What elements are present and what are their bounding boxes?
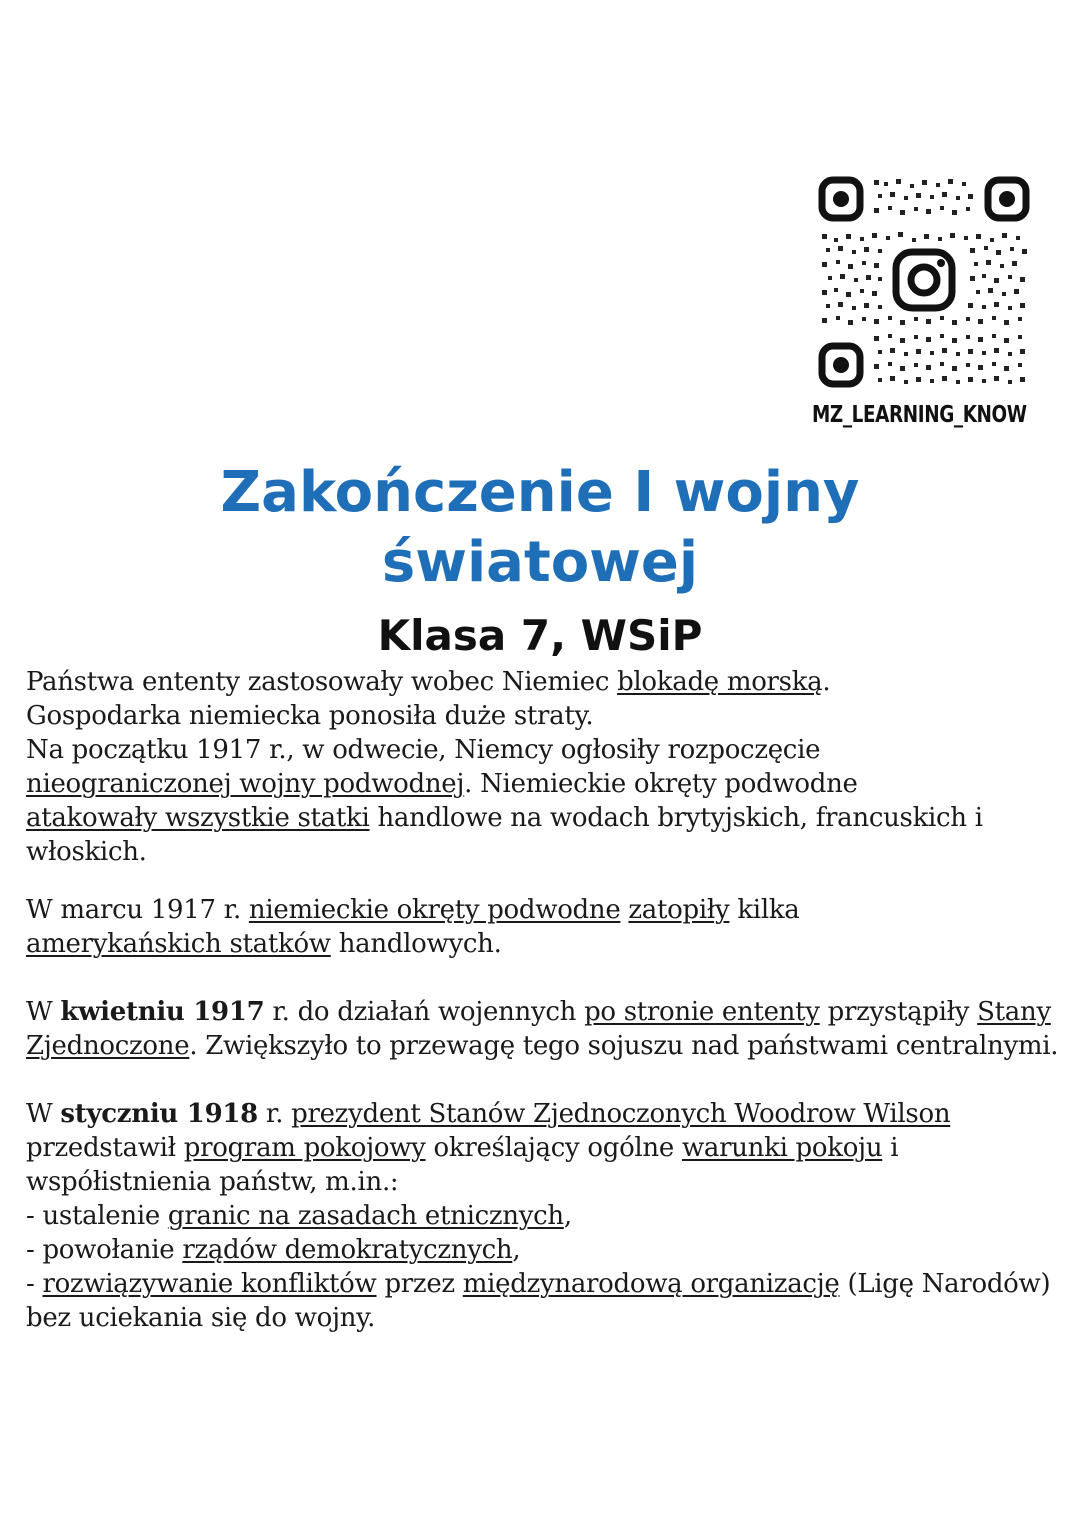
- text-span: W: [26, 1099, 61, 1129]
- underlined-term: program pokojowy: [183, 1133, 426, 1163]
- page-title: [0, 458, 1080, 598]
- text-span: przedstawił: [26, 1133, 184, 1163]
- text-span: Gospodarka niemiecka ponosiła duże straty.: [26, 701, 594, 731]
- instagram-qr-code-icon: [818, 176, 1030, 388]
- list-item-prefix: - ustalenie: [26, 1201, 168, 1231]
- text-span: przystąpiły: [819, 997, 978, 1027]
- underlined-term: granic na zasadach etnicznych: [167, 1201, 564, 1231]
- text-span: handlowych.: [330, 929, 502, 959]
- underlined-term: amerykańskich statków: [26, 929, 331, 959]
- text-span: Państwa ententy zastosowały wobec Niemiec: [26, 667, 618, 697]
- paragraph-march-1917: [26, 893, 1066, 961]
- underlined-term: niemieckie okręty podwodne: [248, 895, 621, 925]
- page-title-line-2: światowej: [381, 530, 699, 595]
- text-span: ,: [563, 1201, 572, 1231]
- paragraph-blockade: [26, 665, 1066, 869]
- page-subtitle: Klasa 7, WSiP: [377, 611, 703, 660]
- underlined-term: po stronie ententy: [584, 997, 820, 1027]
- paragraph-january-1918: [26, 1097, 1066, 1335]
- underlined-term: prezydent Stanów Zjednoczonych Woodrow Wilson: [291, 1099, 951, 1129]
- text-span: .: [822, 667, 831, 697]
- underlined-term: nieograniczonej wojny podwodnej: [26, 769, 465, 799]
- bold-date: styczniu 1918: [60, 1099, 258, 1129]
- underlined-term: blokadę morską: [617, 667, 823, 697]
- content-body: [26, 665, 1066, 1335]
- text-span: r.: [257, 1099, 292, 1129]
- text-span: ,: [512, 1235, 521, 1265]
- text-span: handlowe na wodach brytyjskich, francuskich i włoskich.: [26, 803, 983, 867]
- text-span: określający ogólne: [425, 1133, 682, 1163]
- text-span: i współistnienia państw, m.in.:: [26, 1133, 899, 1197]
- underlined-term: rozwiązywanie konfliktów: [42, 1269, 377, 1299]
- underlined-term: międzynarodową organizację: [462, 1269, 840, 1299]
- text-span: Na początku 1917 r., w odwecie, Niemcy ogłosiły rozpoczęcie: [26, 735, 821, 765]
- list-item-prefix: - powołanie: [26, 1235, 183, 1265]
- underlined-term: atakowały wszystkie statki: [26, 803, 370, 833]
- text-span: . Niemieckie okręty podwodne: [464, 769, 858, 799]
- underlined-term: warunki pokoju: [681, 1133, 883, 1163]
- text-span: (Ligę Narodów) bez uciekania się do wojny.: [26, 1269, 1051, 1333]
- underlined-term: Stany Zjednoczone: [26, 997, 1051, 1061]
- text-span: W marcu 1917 r.: [26, 895, 249, 925]
- text-span: . Zwiększyło to przewagę tego sojuszu nad państwami centralnymi.: [189, 1031, 1059, 1061]
- paragraph-april-1917: [26, 995, 1066, 1063]
- list-item-prefix: -: [26, 1269, 43, 1299]
- bold-date: kwietniu 1917: [60, 997, 265, 1027]
- qr-code-block: [812, 176, 1038, 428]
- text-span: r. do działań wojennych: [264, 997, 585, 1027]
- page-title-line-1: Zakończenie I wojny: [220, 460, 860, 525]
- text-span: kilka: [729, 895, 800, 925]
- text-span: W: [26, 997, 61, 1027]
- underlined-term: rządów demokratycznych: [182, 1235, 513, 1265]
- underlined-term: zatopiły: [628, 895, 730, 925]
- text-span: przez: [376, 1269, 463, 1299]
- instagram-handle: MZ_LEARNING_KNOW: [812, 402, 1027, 428]
